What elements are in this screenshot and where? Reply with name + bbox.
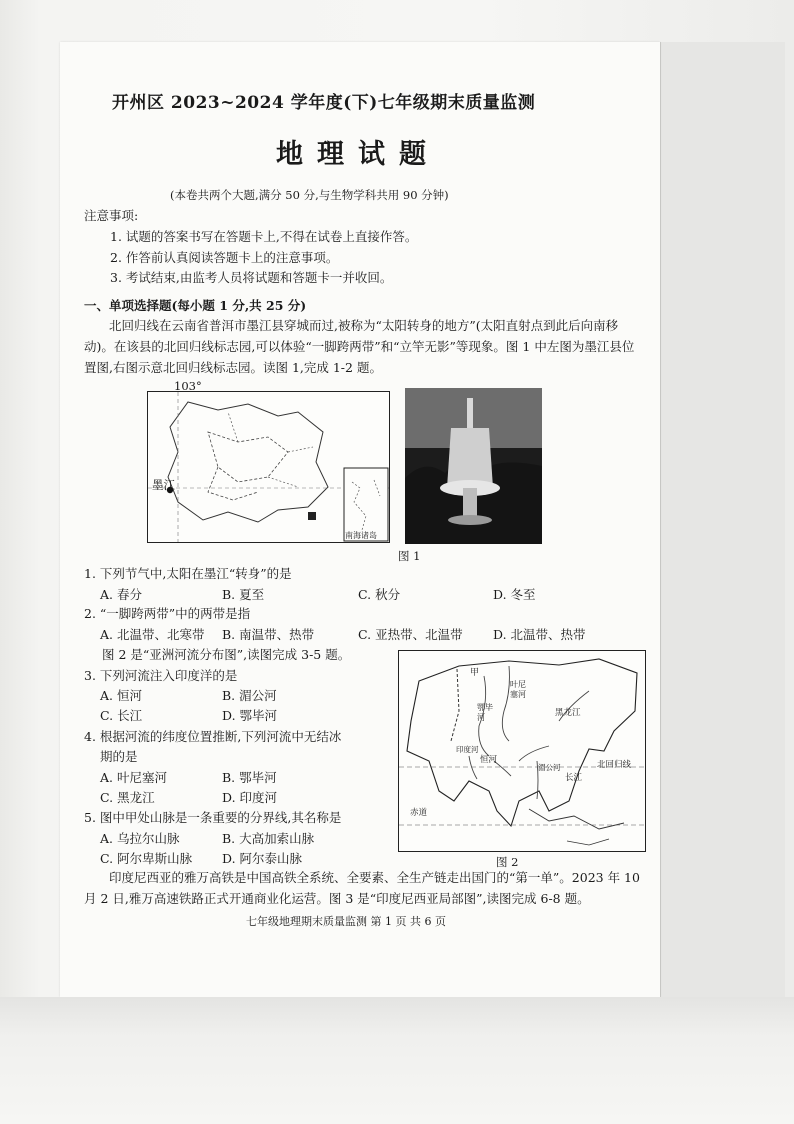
q3-option-d: D. 鄂毕河 (222, 708, 278, 723)
q5-option-c: C. 阿尔卑斯山脉 (100, 851, 193, 866)
q1-option-d: D. 冬至 (493, 587, 536, 602)
q1-option-a: A. 春分 (100, 587, 142, 602)
map-label-amur: 黑龙江 (555, 708, 581, 718)
figure1-monument-photo (405, 388, 542, 544)
q2-option-c: C. 亚热带、北温带 (358, 627, 463, 642)
map-label-equator: 赤道 (410, 808, 428, 818)
question-4-stem-cont: 期的是 (100, 749, 138, 764)
q5-option-b: B. 大高加索山脉 (222, 831, 315, 846)
map-label-tropic: 北回归线 (597, 760, 632, 770)
q4-option-d: D. 印度河 (222, 790, 278, 805)
q2-option-d: D. 北温带、热带 (493, 627, 586, 642)
subject-title: 地理试题 (276, 139, 440, 170)
q4-option-b: B. 鄂毕河 (222, 770, 277, 785)
q6-8-intro: 印度尼西亚的雅万高铁是中国高铁全系统、全要素、全生产链走出国门的“第一单”。2023 年 10 月 2 日,雅万高速铁路正式开通商业化运营。图 3 是“印度尼西亚局部图”,读图完成 6-8 题。 (84, 870, 640, 906)
q5-option-d: D. 阿尔泰山脉 (222, 851, 303, 866)
q5-option-a: A. 乌拉尔山脉 (100, 831, 180, 846)
question-5-stem: 5. 图中甲处山脉是一条重要的分界线,其名称是 (84, 810, 342, 825)
map-label-jia: 甲 (470, 668, 480, 678)
page-footer: 七年级地理期末质量监测 第 1 页 共 6 页 (246, 915, 446, 928)
q4-option-a: A. 叶尼塞河 (100, 770, 167, 785)
notice-item: 3. 考试结束,由监考人员将试题和答题卡一并收回。 (110, 270, 393, 285)
notice-item: 1. 试题的答案书写在答题卡上,不得在试卷上直接作答。 (110, 229, 418, 244)
exam-subtitle: (本卷共两个大题,满分 50 分,与生物学科共用 90 分钟) (170, 188, 449, 202)
q1-option-b: B. 夏至 (222, 587, 265, 602)
map-graphic (148, 392, 389, 542)
longitude-label: 103° (174, 379, 202, 393)
exam-title: 开州区 2023~2024 学年度(下)七年级期末质量监测 (112, 93, 536, 113)
map-label-yangtze: 长江 (565, 773, 583, 783)
q3-option-b: B. 湄公河 (222, 688, 277, 703)
notice-heading: 注意事项: (84, 208, 139, 223)
map-label-mekong: 湄公河 (538, 763, 561, 772)
q3-option-a: A. 恒河 (100, 688, 142, 703)
figure1-caption: 图 1 (398, 549, 421, 563)
map-label-ganges: 恒河 (480, 755, 498, 765)
figure2-caption: 图 2 (496, 855, 519, 869)
q3-option-c: C. 长江 (100, 708, 143, 723)
notice-item: 2. 作答前认真阅读答题卡上的注意事项。 (110, 250, 339, 265)
q3-5-intro: 图 2 是“亚洲河流分布图”,读图完成 3-5 题。 (102, 647, 351, 662)
question-1-stem: 1. 下列节气中,太阳在墨江“转身”的是 (84, 566, 292, 581)
figure1-location-map (147, 391, 390, 543)
q1-option-c: C. 秋分 (358, 587, 401, 602)
q2-option-b: B. 南温带、热带 (222, 627, 315, 642)
map-label-yenisei: 叶尼塞河 (510, 680, 526, 699)
q2-option-a: A. 北温带、北寒带 (100, 627, 205, 642)
city-label: 墨江 (152, 478, 175, 492)
inset-label: 南海诸岛 (345, 531, 377, 540)
q4-option-c: C. 黑龙江 (100, 790, 155, 805)
question-4-stem: 4. 根据河流的纬度位置推断,下列河流中无结冰 (84, 729, 342, 744)
monument-photo-graphic (405, 388, 542, 544)
question-3-stem: 3. 下列河流注入印度洋的是 (84, 668, 238, 683)
map-label-ob: 鄂毕河 (477, 703, 493, 722)
map-label-indus: 印度河 (456, 745, 479, 754)
section-intro: 北回归线在云南省普洱市墨江县穿城而过,被称为“太阳转身的地方”(太阳直射点到此后向南移动)。在该县的北回归线标志园,可以体验“一脚跨两带”和“立竿无影”等现象。图 1 中左图为墨江县位置图,右图示意北回归线标志园。读图 1,完成 1-2 题。 (84, 318, 635, 375)
adjacent-page-edge (660, 42, 785, 997)
scan-bottom-margin (0, 997, 794, 1124)
question-2-stem: 2. “一脚跨两带”中的两带是指 (84, 606, 251, 621)
section-heading: 一、单项选择题(每小题 1 分,共 25 分) (84, 298, 307, 313)
